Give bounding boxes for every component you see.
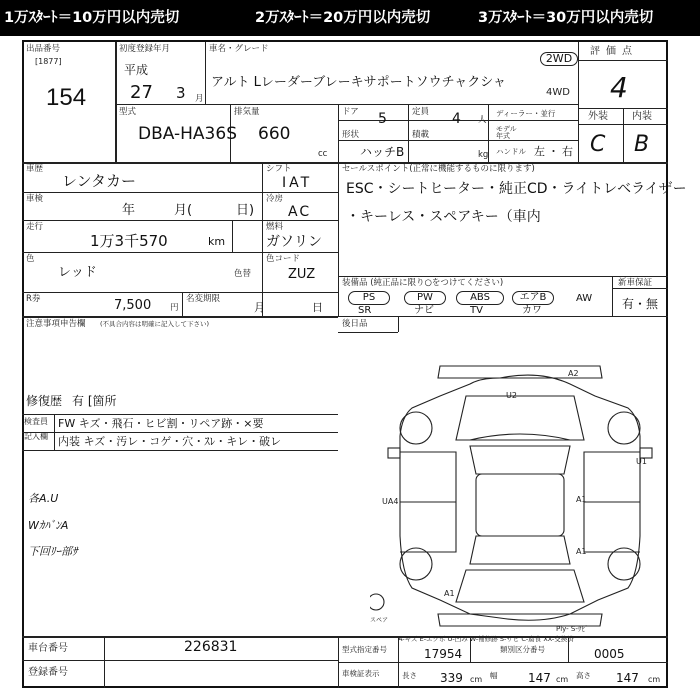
dealer-label: ディーラー・並行 xyxy=(496,109,556,118)
mark-a2: A2 xyxy=(568,369,579,378)
name-change-month: 月 xyxy=(254,301,265,314)
chassis-label: 車台番号 xyxy=(28,643,68,654)
mark-a1-rear: A1 xyxy=(576,547,587,556)
lot-label: 出品番号 xyxy=(26,44,61,54)
category-no-label: 類別区分番号 xyxy=(500,645,545,654)
mark-a1-bottom: A1 xyxy=(444,589,455,598)
shape-label: 形状 xyxy=(342,130,360,140)
color-code-value: ZUZ xyxy=(288,267,316,282)
color-code-label: 色コード xyxy=(266,254,301,264)
registration-month: 3 xyxy=(176,84,186,102)
handle-right: 右 xyxy=(562,145,573,158)
car-name-label: 車名・グレード xyxy=(209,44,269,54)
category-no-value: 0005 xyxy=(594,647,625,661)
width-label: 幅 xyxy=(490,671,498,680)
grade-value: 4 xyxy=(610,71,628,104)
displacement-value: 660 xyxy=(258,124,291,144)
exterior-grade: C xyxy=(590,132,606,157)
fuel-value: ガソリン xyxy=(266,234,322,250)
drive-4wd: 4WD xyxy=(546,87,570,98)
mark-u2: U2 xyxy=(506,391,517,400)
model-year-label: モデル年式 xyxy=(496,125,517,140)
banner-item-3: 3万ｽﾀｰﾄ＝30万円以内売切 xyxy=(478,10,654,26)
equip-ps: PS xyxy=(348,291,390,305)
warranty-value: 有・無 xyxy=(622,297,659,311)
length-label: 長さ xyxy=(402,671,417,680)
equip-tv: TV xyxy=(470,305,483,316)
inspection-label: 車検 xyxy=(26,194,44,204)
sales-points-line-1: ESC・シートヒーター・純正CD・ライトレベライザー xyxy=(346,181,687,197)
type-designation-value: 17954 xyxy=(424,647,463,661)
inspection-month-unit: 月( xyxy=(174,203,193,218)
history-label: 車歴 xyxy=(26,164,44,174)
recycle-unit: 円 xyxy=(170,303,179,313)
repair-value: 有 [箇所 xyxy=(72,394,117,408)
equipment-label: 装備品 (純正品に限り○をつけてください) xyxy=(342,278,504,288)
fuel-label: 燃料 xyxy=(266,222,284,232)
color-value: レッド xyxy=(58,265,97,280)
later-input-label: 後日品 xyxy=(342,319,368,329)
length-unit: cm xyxy=(470,675,483,684)
equip-sr: SR xyxy=(358,305,372,316)
equip-leather: カワ xyxy=(522,305,542,316)
exterior-label: 外装 xyxy=(588,111,608,122)
inspector-label-1: 検査員 xyxy=(24,417,48,426)
type-designation-label: 型式指定番号 xyxy=(342,645,387,654)
interior-grade: B xyxy=(634,132,650,157)
width-value: 147 xyxy=(528,671,551,685)
auction-banner xyxy=(0,0,700,36)
equip-abs: ABS xyxy=(456,291,504,305)
name-change-label: 名変期限 xyxy=(186,294,221,304)
shift-label: シフト xyxy=(266,164,292,174)
mileage-label: 走行 xyxy=(26,222,44,232)
handwritten-note-2: WｶﾊﾞﾝA xyxy=(28,519,69,532)
registration-era: 平成 xyxy=(124,63,149,77)
registration-month-suffix: 月 xyxy=(195,94,204,104)
sales-points-line-2: ・キーレス・スペアキー（車内 xyxy=(346,209,541,225)
capacity-unit: 人 xyxy=(478,115,487,125)
color-change-label: 色替 xyxy=(234,269,252,279)
model-value: DBA-HA36S xyxy=(138,124,237,144)
interior-label: 内装 xyxy=(632,111,652,122)
lot-code: [1877] xyxy=(35,57,62,66)
handwritten-note-3: 下回ﾘｰ部ｻ xyxy=(28,545,78,558)
history-value: レンタカー xyxy=(62,172,137,190)
inspection-day-unit: 日) xyxy=(236,203,255,218)
length-value: 339 xyxy=(440,671,463,685)
warranty-label: 新車保証 xyxy=(618,278,653,288)
inspector-label-2: 記入欄 xyxy=(24,432,48,441)
color-label: 色 xyxy=(26,254,35,264)
capacity-value: 4 xyxy=(452,111,461,127)
aircon-value: AC xyxy=(288,204,312,220)
notes-sublabel: (不具合内容は明確に記入して下さい) xyxy=(100,320,210,328)
banner-item-2: 2万ｽﾀｰﾄ＝20万円以内売切 xyxy=(255,10,431,26)
damage-legend: A-キズ E-エクボ U-凹み W-補修跡 S-サビ C-腐食 XX-交換済 xyxy=(398,635,574,643)
lot-number: 154 xyxy=(46,84,87,111)
equip-navi: ナビ xyxy=(414,305,434,316)
drive-2wd: 2WD xyxy=(540,52,578,66)
recycle-label: R券 xyxy=(26,294,41,304)
load-label: 積載 xyxy=(412,130,430,140)
height-value: 147 xyxy=(616,671,639,685)
cert-label: 車検証表示 xyxy=(342,669,380,678)
shape-value: ハッチB xyxy=(360,145,405,159)
car-name-value: アルト Lレーダーブレーキサポートソウチャクシャ xyxy=(211,75,507,90)
chassis-value: 226831 xyxy=(184,639,238,655)
mark-ua4: UA4 xyxy=(382,497,399,506)
handle-label: ハンドル xyxy=(496,147,526,156)
inspector-row-exterior: FW キズ・飛石・ヒビ割・リペア跡・×要 xyxy=(58,417,264,430)
registration-year: 27 xyxy=(130,82,153,103)
handle-left: 左 xyxy=(534,145,545,158)
capacity-label: 定員 xyxy=(412,107,430,117)
equip-airbag: エアB xyxy=(512,291,554,305)
banner-item-1: 1万ｽﾀｰﾄ＝10万円以内売切 xyxy=(4,10,180,26)
load-unit: kg xyxy=(478,150,489,160)
car-damage-diagram xyxy=(370,356,660,632)
model-label: 型式 xyxy=(119,107,137,117)
name-change-day: 日 xyxy=(312,301,323,314)
displacement-unit: cc xyxy=(318,149,328,159)
spare-label: スペア xyxy=(370,617,389,624)
grade-label: 評価点 xyxy=(590,46,638,57)
registration-no-label: 登録番号 xyxy=(28,667,68,678)
mileage-value: 1万3千570 xyxy=(90,232,168,250)
doors-label: ドア xyxy=(342,107,359,117)
aircon-label: 冷房 xyxy=(266,194,284,204)
recycle-value: 7,500 xyxy=(114,298,152,313)
mark-u1: U1 xyxy=(636,457,647,466)
width-unit: cm xyxy=(556,675,569,684)
mileage-unit: km xyxy=(208,235,226,248)
displacement-label: 排気量 xyxy=(234,107,260,117)
height-unit: cm xyxy=(648,675,661,684)
sales-points-label: セールスポイント(正常に機能するものに限ります) xyxy=(342,164,535,174)
mark-a1-right: A1 xyxy=(576,495,587,504)
handwritten-note-1: 各A.U xyxy=(28,492,59,505)
repair-label: 修復歴 xyxy=(26,394,63,408)
shift-value: IAT xyxy=(282,175,313,191)
inspection-year-unit: 年 xyxy=(122,203,136,218)
legend-top: Ply- S-ｻﾋﾞ xyxy=(556,625,589,633)
notes-label: 注意事項申告欄 xyxy=(26,319,86,329)
inspector-row-interior: 内装 キズ・汚レ・コゲ・穴・ｽﾚ・キレ・破レ xyxy=(58,435,282,448)
equip-aw: AW xyxy=(576,293,593,304)
doors-value: 5 xyxy=(378,111,387,127)
registration-label: 初度登録年月 xyxy=(119,44,171,54)
equip-pw: PW xyxy=(404,291,446,305)
height-label: 高さ xyxy=(576,671,591,680)
